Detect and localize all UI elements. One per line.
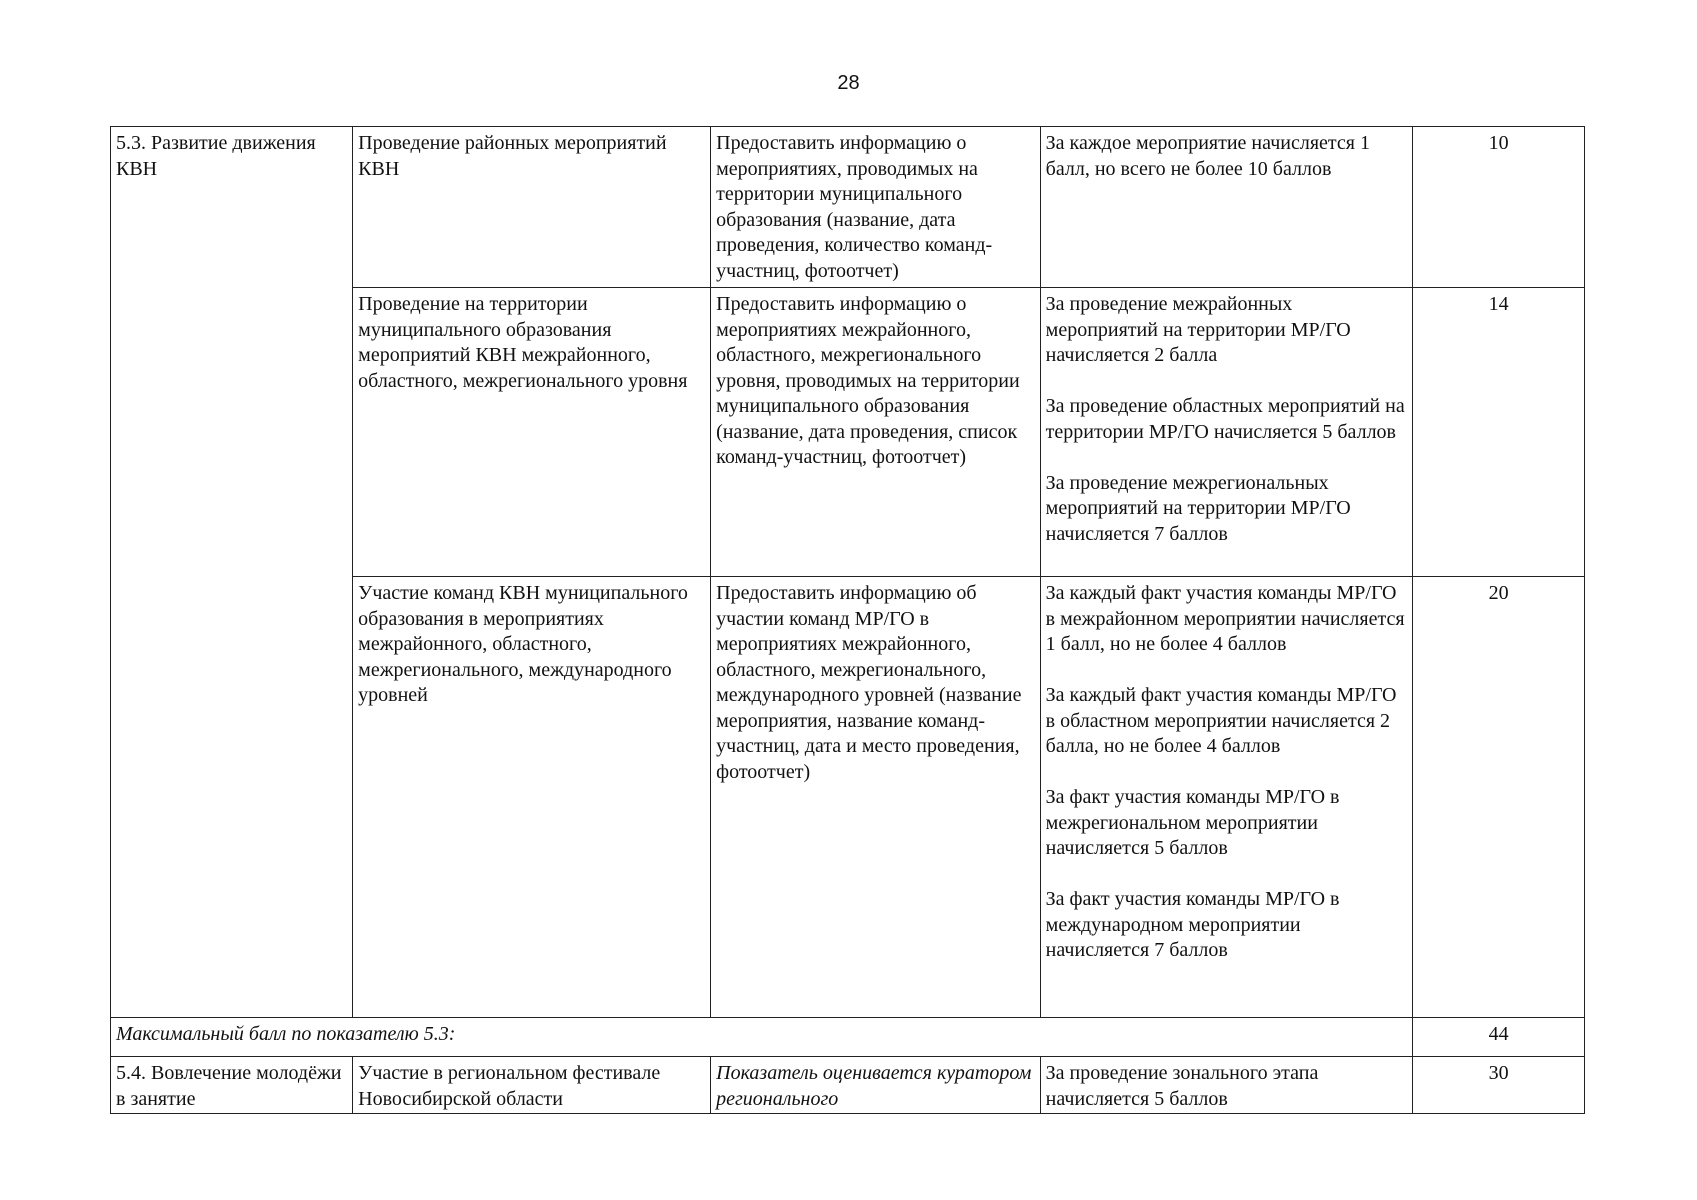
requirement-text: Предоставить информацию о мероприятиях, проводимых на территории муниципального образования (название, дата проведения, количество команд-участниц, фотоотчет): [716, 132, 993, 282]
event-cell: [353, 577, 711, 1018]
max-score-row: [111, 1018, 1585, 1057]
table-row: [111, 127, 1585, 288]
event-cell: [353, 127, 711, 288]
page-number: 28: [837, 72, 860, 94]
criteria-text: За каждый факт участия команды МР/ГО в областном мероприятии начисляется 2 балла, но не более 4 баллов: [1045, 684, 1397, 757]
criteria-cell: [1040, 577, 1413, 1018]
score-cell: [1413, 127, 1585, 288]
criteria-text: За проведение межрегиональных мероприятий на территории МР/ГО начисляется 7 баллов: [1045, 471, 1351, 545]
score-value: 10: [1488, 132, 1509, 154]
criteria-cell: [1040, 1057, 1413, 1114]
indicator-cell: [111, 127, 353, 1018]
criteria-text: За факт участия команды МР/ГО в международном мероприятии начисляется 7 баллов: [1045, 888, 1340, 961]
event-text: Проведение на территории муниципального образования мероприятий КВН межрайонного, областного, межрегионального уровня: [358, 293, 688, 392]
score-value: 14: [1488, 293, 1509, 315]
event-cell: [353, 1057, 711, 1114]
indicator-name: 5.3. Развитие движения КВН: [116, 132, 316, 180]
requirement-cell: [711, 127, 1041, 288]
score-cell: [1413, 1057, 1585, 1114]
requirement-cell: [711, 1057, 1041, 1114]
score-cell: [1413, 288, 1585, 577]
requirement-text: Предоставить информацию о мероприятиях межрайонного, областного, межрегионального уровня, проводимых на территории муниципального образования (название, дата проведения, список команд-участниц, фотоотчет): [716, 293, 1020, 468]
criteria-text: За проведение областных мероприятий на территории МР/ГО начисляется 5 баллов: [1045, 395, 1405, 443]
event-cell: [353, 288, 711, 577]
criteria-text: За факт участия команды МР/ГО в межрегиональном мероприятии начисляется 5 баллов: [1045, 786, 1340, 859]
table-row: [111, 1057, 1585, 1114]
requirement-cell: [711, 288, 1041, 577]
requirement-cell: [711, 577, 1041, 1018]
indicator-name: 5.4. Вовлечение молодёжи в занятие: [116, 1062, 342, 1110]
criteria-cell: [1040, 127, 1413, 288]
max-score-value: 44: [1488, 1023, 1509, 1045]
max-score-label: Максимальный балл по показателю 5.3:: [111, 1018, 1413, 1057]
requirement-text: Показатель оценивается куратором регионального: [716, 1062, 1032, 1110]
requirement-text: Предоставить информацию об участии команд МР/ГО в мероприятиях межрайонного, областного, межрегионального, международного уровней (название мероприятия, название команд-участниц, дата и место проведения, фотоотчет): [716, 582, 1022, 783]
score-value: 20: [1488, 582, 1509, 604]
criteria-text: За каждое мероприятие начисляется 1 балл, но всего не более 10 баллов: [1045, 132, 1370, 180]
criteria-cell: [1040, 288, 1413, 577]
score-cell: [1413, 577, 1585, 1018]
event-text: Проведение районных мероприятий КВН: [358, 132, 667, 180]
criteria-text: За проведение межрайонных мероприятий на территории МР/ГО начисляется 2 балла: [1045, 293, 1351, 366]
criteria-text: За каждый факт участия команды МР/ГО в межрайонном мероприятии начисляется 1 балл, но не более 4 баллов: [1045, 582, 1405, 655]
criteria-table: [110, 126, 1585, 1114]
event-text: Участие команд КВН муниципального образования в мероприятиях межрайонного, областного, межрегионального, международного уровней: [358, 582, 688, 706]
indicator-cell: [111, 1057, 353, 1114]
max-score-cell: [1413, 1018, 1585, 1057]
score-value: 30: [1488, 1062, 1509, 1084]
criteria-text: За проведение зонального этапа начисляется 5 баллов: [1045, 1062, 1319, 1110]
event-text: Участие в региональном фестивале Новосибирской области: [358, 1062, 661, 1110]
